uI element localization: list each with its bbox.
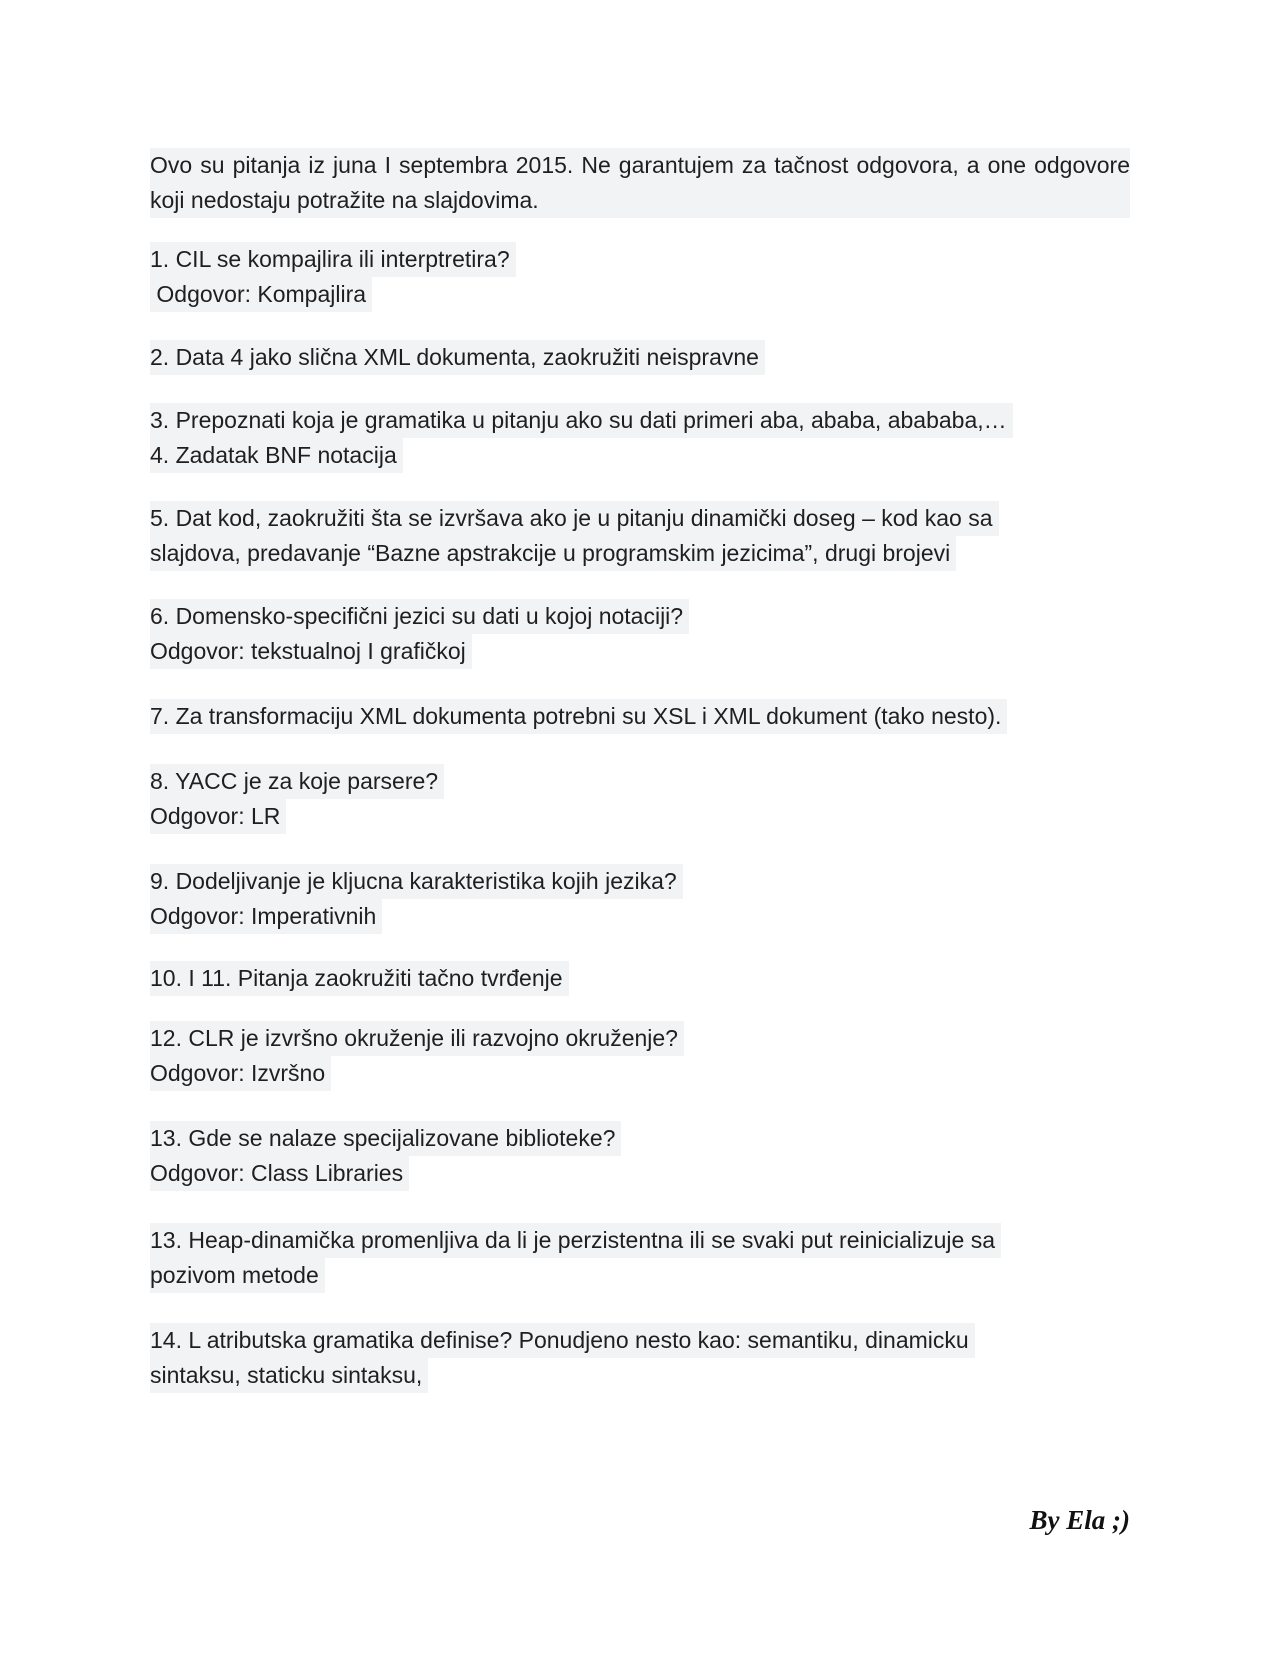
question-2 (150, 340, 1130, 375)
question-text: 8. YACC je za koje parsere? (150, 764, 444, 799)
answer-text: Odgovor: Kompajlira (150, 277, 372, 312)
question-text-line-2: slajdova, predavanje “Bazne apstrakcije u programskim jezicima”, drugi brojevi (150, 536, 956, 571)
question-text: 6. Domensko-specifični jezici su dati u kojoj notaciji? (150, 599, 689, 634)
question-14 (150, 1323, 1130, 1393)
answer-text: Odgovor: tekstualnoj I grafičkoj (150, 634, 472, 669)
question-text-line-1: 5. Dat kod, zaokružiti šta se izvršava ako je u pitanju dinamički doseg – kod kao sa (150, 501, 999, 536)
question-13-libraries (150, 1121, 1130, 1191)
answer-text: Odgovor: Imperativnih (150, 899, 382, 934)
answer-text: Odgovor: LR (150, 799, 286, 834)
question-4 (150, 438, 1130, 473)
answer-text: Odgovor: Class Libraries (150, 1156, 409, 1191)
question-text-line-1: 13. Heap-dinamička promenljiva da li je perzistentna ili se svaki put reinicializuje sa (150, 1223, 1001, 1258)
question-text: 3. Prepoznati koja je gramatika u pitanju ako su dati primeri aba, ababa, abababa,… (150, 403, 1013, 438)
question-10-11 (150, 961, 1130, 996)
question-text: 12. CLR je izvršno okruženje ili razvojno okruženje? (150, 1021, 684, 1056)
question-text-line-2: sintaksu, staticku sintaksu, (150, 1358, 428, 1393)
question-text: 13. Gde se nalaze specijalizovane biblioteke? (150, 1121, 621, 1156)
question-5 (150, 501, 1130, 571)
question-text: 1. CIL se kompajlira ili interptretira? (150, 242, 516, 277)
question-13-heap (150, 1223, 1130, 1293)
intro-paragraph: Ovo su pitanja iz juna I septembra 2015. Ne garantujem za tačnost odgovora, a one odgovore koji nedostaju potražite na slajdovima. (150, 148, 1130, 218)
question-text: 9. Dodeljivanje je kljucna karakteristika kojih jezika? (150, 864, 683, 899)
question-text-line-2: pozivom metode (150, 1258, 325, 1293)
question-7 (150, 699, 1130, 734)
question-text-line-1: 14. L atributska gramatika definise? Ponudjeno nesto kao: semantiku, dinamicku (150, 1323, 975, 1358)
question-1 (150, 242, 1130, 312)
question-9 (150, 864, 1130, 934)
question-12 (150, 1021, 1130, 1091)
question-text: 4. Zadatak BNF notacija (150, 438, 403, 473)
author-signature: By Ela ;) (1029, 1505, 1130, 1535)
question-8 (150, 764, 1130, 834)
question-3 (150, 403, 1130, 438)
question-text: 2. Data 4 jako slična XML dokumenta, zaokružiti neispravne (150, 340, 765, 375)
answer-text: Odgovor: Izvršno (150, 1056, 331, 1091)
document-page (150, 148, 1130, 1393)
question-text: 7. Za transformaciju XML dokumenta potrebni su XSL i XML dokument (tako nesto). (150, 699, 1007, 734)
question-text: 10. I 11. Pitanja zaokružiti tačno tvrđenje (150, 961, 569, 996)
question-6 (150, 599, 1130, 669)
